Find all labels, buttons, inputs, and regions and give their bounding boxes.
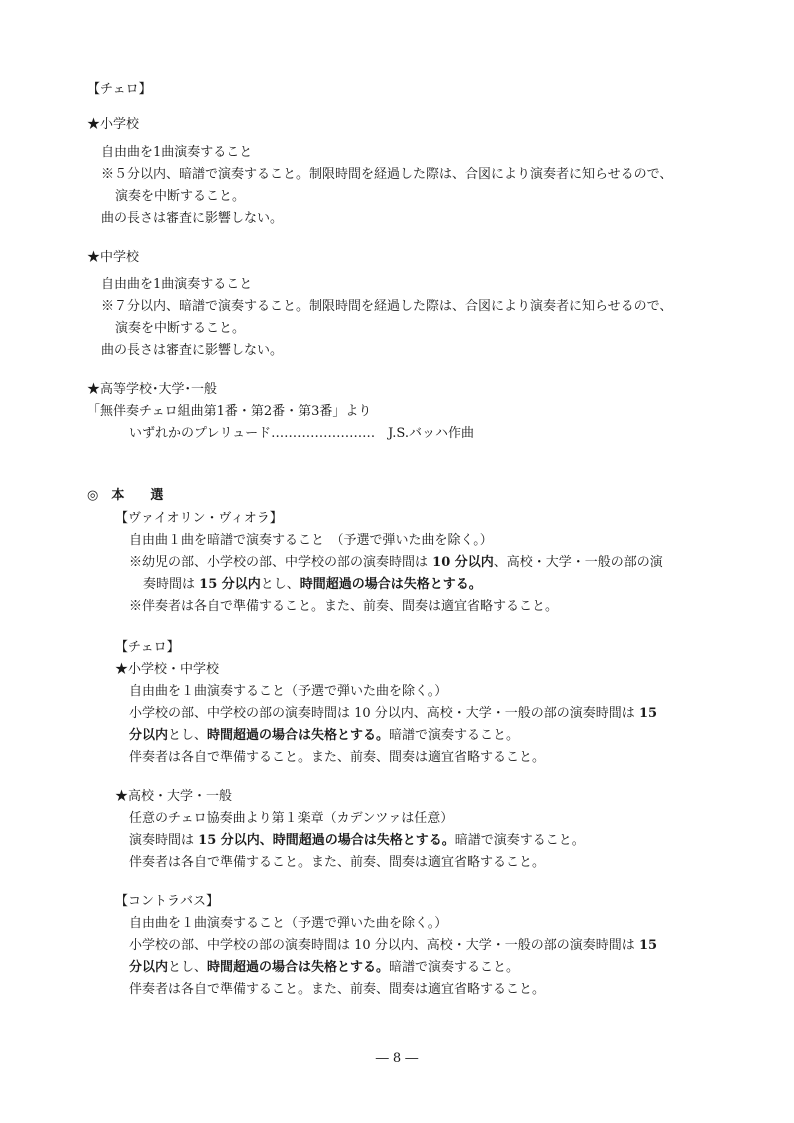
violin-viola-heading: 【ヴァイオリン・ヴィオラ】 (115, 511, 283, 526)
elementary-title: ★小学校 (87, 117, 140, 132)
middle-school-line: ※７分以内、暗譜で演奏すること。制限時間を経過した際は、合図により演奏者に知らせるので、 (101, 299, 673, 314)
violin-viola-line: ※幼児の部、小学校の部、中学校の部の演奏時間は 10 分以内、高校・大学・一般の部の演 (129, 555, 663, 570)
middle-school-line: 演奏を中断すること。 (115, 321, 246, 336)
high-general-line: 「無伴奏チェロ組曲第1番・第2番・第3番」より (87, 404, 372, 419)
contrabass-heading: 【コントラバス】 (115, 894, 220, 909)
middle-school-title: ★中学校 (87, 250, 140, 265)
cello-elem-middle-line: 伴奏者は各自で準備すること。また、前奏、間奏は適宜省略すること。 (129, 750, 546, 765)
violin-viola-line: 自由曲１曲を暗譜で演奏すること （予選で弾いた曲を除く。） (129, 533, 493, 548)
cello-high-general-title: ★高校・大学・一般 (115, 789, 233, 804)
contrabass-line: 小学校の部、中学校の部の演奏時間は 10 分以内、高校・大学・一般の部の演奏時間は 15 (129, 938, 658, 953)
cello-high-general-line: 任意のチェロ協奏曲より第１楽章（カデンツァは任意） (129, 811, 454, 826)
violin-viola-line: ※伴奏者は各自で準備すること。また、前奏、間奏は適宜省略すること。 (129, 599, 559, 614)
high-general-title: ★高等学校･大学･一般 (87, 382, 218, 397)
page-number: ― 8 ― (375, 1051, 419, 1066)
finals-title: ◎ 本 選 (87, 488, 164, 503)
cello-elem-middle-line: 小学校の部、中学校の部の演奏時間は 10 分以内、高校・大学・一般の部の演奏時間は 15 (129, 706, 658, 721)
elementary-line: 曲の長さは審査に影響しない。 (101, 211, 284, 226)
cello-elem-middle-line: 自由曲を１曲演奏すること（予選で弾いた曲を除く。） (129, 684, 448, 699)
cello-high-general-line: 伴奏者は各自で準備すること。また、前奏、間奏は適宜省略すること。 (129, 855, 546, 870)
cello-prelim-heading: 【チェロ】 (87, 82, 152, 97)
cello-high-general-line: 演奏時間は 15 分以内、時間超過の場合は失格とする。暗譜で演奏すること。 (129, 833, 585, 848)
elementary-line: 演奏を中断すること。 (115, 189, 246, 204)
high-general-line: いずれかのプレリュード…………………… J.S.バッハ作曲 (129, 426, 474, 441)
cello-elem-middle-title: ★小学校・中学校 (115, 662, 220, 677)
contrabass-line: 分以内とし、時間超過の場合は失格とする。暗譜で演奏すること。 (129, 960, 520, 975)
cello-final-heading: 【チェロ】 (115, 640, 180, 655)
middle-school-line: 自由曲を1曲演奏すること (101, 277, 253, 292)
cello-elem-middle-line: 分以内とし、時間超過の場合は失格とする。暗譜で演奏すること。 (129, 728, 520, 743)
middle-school-line: 曲の長さは審査に影響しない。 (101, 343, 284, 358)
elementary-line: 自由曲を1曲演奏すること (101, 145, 253, 160)
violin-viola-line: 奏時間は 15 分以内とし、時間超過の場合は失格とする。 (143, 577, 482, 592)
contrabass-line: 伴奏者は各自で準備すること。また、前奏、間奏は適宜省略すること。 (129, 982, 546, 997)
contrabass-line: 自由曲を１曲演奏すること（予選で弾いた曲を除く。） (129, 916, 448, 931)
elementary-line: ※５分以内、暗譜で演奏すること。制限時間を経過した際は、合図により演奏者に知らせるので、 (101, 167, 673, 182)
